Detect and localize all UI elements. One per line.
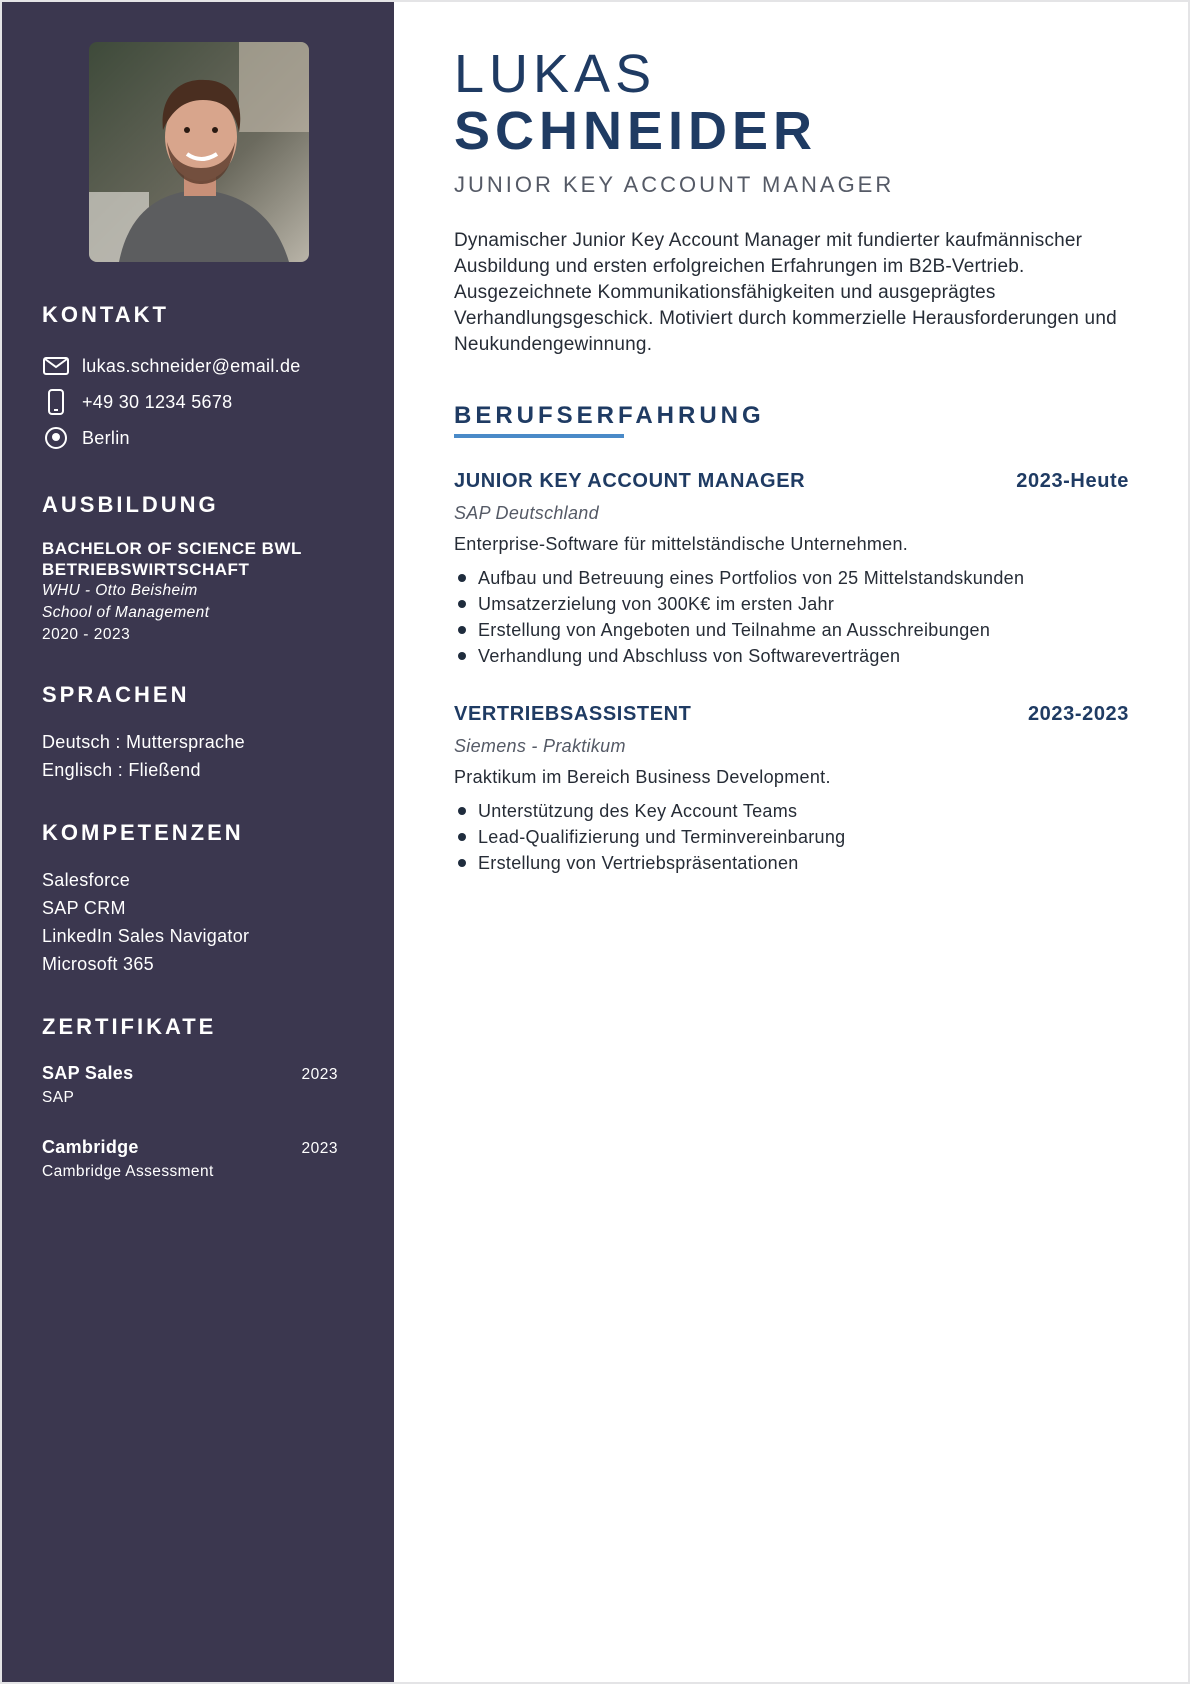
bullet-item: Aufbau und Betreuung eines Portfolios von 25 Mittelstandskunden	[454, 565, 1129, 591]
location-pin-icon	[42, 424, 70, 452]
heading-underline	[454, 434, 624, 438]
certificate-issuer: SAP	[42, 1089, 75, 1106]
location-text: Berlin	[82, 427, 130, 448]
education-heading: AUSBILDUNG	[42, 492, 219, 517]
contact-phone[interactable]	[42, 384, 354, 420]
main-content	[394, 2, 1188, 1682]
job-title: JUNIOR KEY ACCOUNT MANAGER	[454, 172, 895, 197]
profile-photo	[89, 42, 309, 262]
certificate-item	[42, 1134, 354, 1184]
job-description: Enterprise-Software für mittelständische Unternehmen.	[454, 534, 909, 554]
contact-section	[42, 302, 354, 456]
bullet-item: Erstellung von Angeboten und Teilnahme an Ausschreibungen	[454, 617, 1129, 643]
phone-text: +49 30 1234 5678	[82, 391, 233, 412]
job-company: Siemens - Praktikum	[454, 736, 626, 756]
degree-line-2: BETRIEBSWIRTSCHAFT	[42, 560, 250, 579]
job-role: VERTRIEBSASSISTENT	[454, 703, 692, 725]
certificate-name: Cambridge	[42, 1137, 139, 1157]
certificates-heading: ZERTIFIKATE	[42, 1014, 217, 1039]
bullet-item: Umsatzerzielung von 300K€ im ersten Jahr	[454, 591, 1129, 617]
job-dates: 2023-Heute	[1016, 470, 1129, 492]
certificate-year: 2023	[301, 1066, 338, 1083]
sidebar	[2, 2, 394, 1682]
certificate-issuer: Cambridge Assessment	[42, 1163, 214, 1180]
job-company: SAP Deutschland	[454, 503, 599, 523]
bullet-item: Lead-Qualifizierung und Terminvereinbarung	[454, 824, 1129, 850]
job-bullets	[454, 565, 1129, 669]
language-item: Deutsch : Muttersprache	[42, 732, 245, 752]
email-text: lukas.schneider@email.de	[82, 355, 301, 376]
phone-icon	[42, 388, 70, 416]
contact-heading: KONTAKT	[42, 302, 169, 327]
job-dates: 2023-2023	[1027, 703, 1129, 725]
education-years: 2020 - 2023	[42, 626, 131, 643]
last-name: SCHNEIDER	[454, 101, 818, 161]
job-description: Praktikum im Bereich Business Development.	[454, 767, 831, 787]
job-role: JUNIOR KEY ACCOUNT MANAGER	[454, 470, 806, 492]
certificate-name: SAP Sales	[42, 1063, 134, 1083]
contact-email[interactable]	[42, 348, 354, 384]
skill-item: SAP CRM	[42, 898, 126, 918]
languages-heading: SPRACHEN	[42, 682, 190, 707]
skill-item: Salesforce	[42, 870, 131, 890]
certificates-section	[42, 1014, 354, 1184]
experience-heading-text: BERUFSERFAHRUNG	[454, 402, 765, 429]
experience-item	[454, 703, 1129, 876]
bullet-item: Unterstützung des Key Account Teams	[454, 798, 1129, 824]
school-line-2: School of Management	[42, 604, 210, 621]
job-bullets	[454, 798, 1129, 876]
skill-item: Microsoft 365	[42, 954, 154, 974]
degree-line-1: BACHELOR OF SCIENCE BWL	[42, 539, 302, 558]
skills-heading: KOMPETENZEN	[42, 820, 244, 845]
certificate-item	[42, 1060, 354, 1110]
profile-summary: Dynamischer Junior Key Account Manager mit fundierter kaufmännischer Ausbildung und ersten erfolgreichen Erfahrungen im B2B-Vertrieb. Ausgezeichnete Kommunikationsfähigkeiten und ausgeprägtes Verhandlungsgeschick. Motiviert durch kommerzielle Herausforderungen und Neukundengewinnung.	[454, 230, 1117, 355]
education-section	[42, 492, 354, 646]
languages-section	[42, 682, 354, 784]
first-name: LUKAS	[454, 44, 657, 104]
skills-section	[42, 820, 354, 978]
certificate-year: 2023	[301, 1140, 338, 1157]
experience-heading	[454, 402, 765, 430]
school-line-1: WHU - Otto Beisheim	[42, 582, 198, 599]
language-item: Englisch : Fließend	[42, 760, 201, 780]
contact-location	[42, 420, 354, 456]
bullet-item: Verhandlung und Abschluss von Softwareverträgen	[454, 643, 1129, 669]
mail-icon	[42, 352, 70, 380]
experience-item	[454, 470, 1129, 669]
bullet-item: Erstellung von Vertriebspräsentationen	[454, 850, 1129, 876]
skill-item: LinkedIn Sales Navigator	[42, 926, 250, 946]
